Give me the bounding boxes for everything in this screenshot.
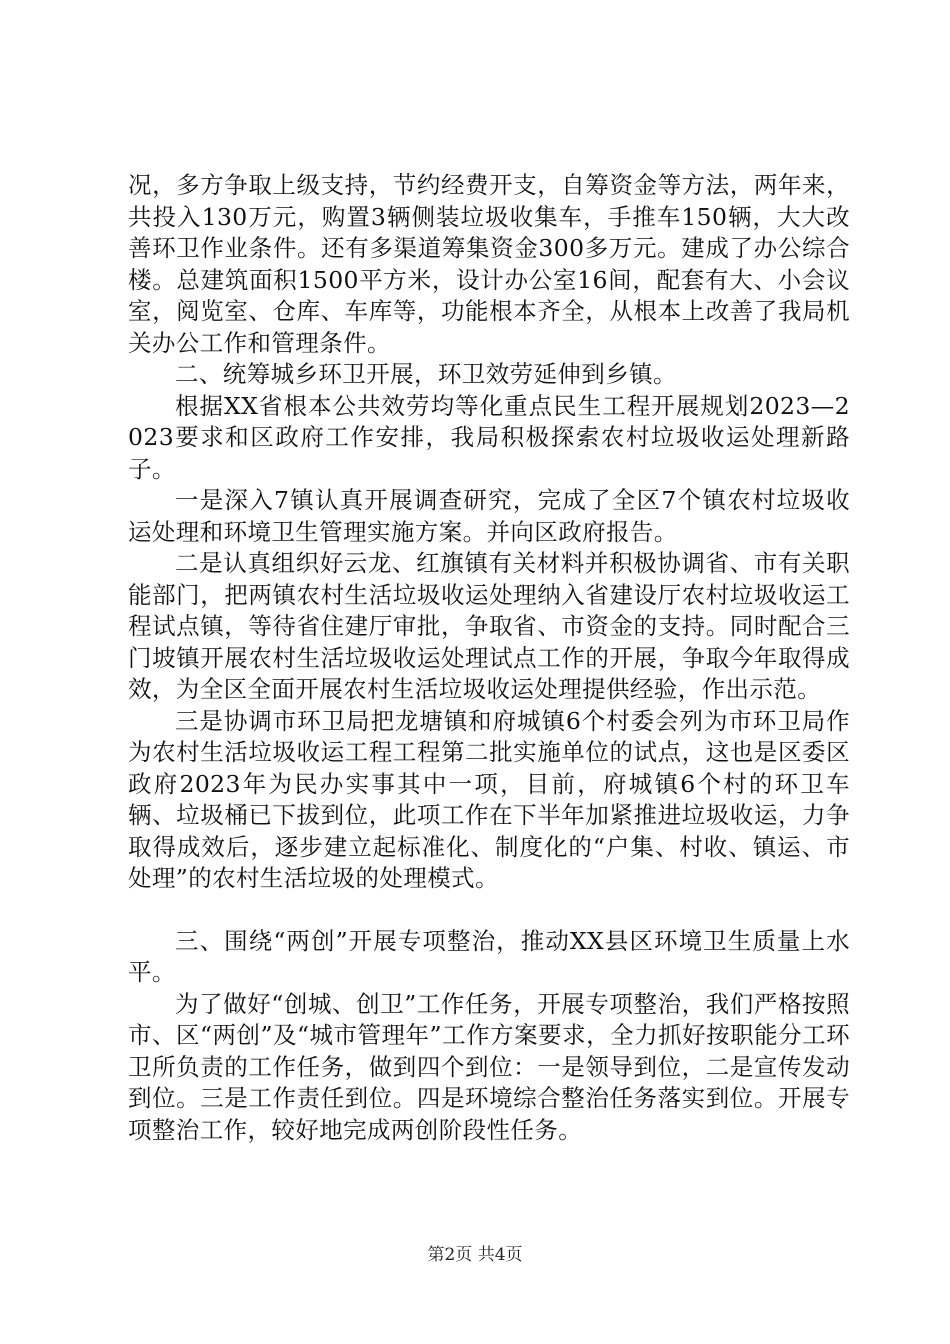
paragraph-continuation: 况，多方争取上级支持，节约经费开支，自筹资金等方法，两年来，共投入130万元，购置3辆侧装垃圾收集车，手推车150辆，大大改善环卫作业条件。还有多渠道筹集资金300多万元。建成了办公综合楼。总建筑面积1500平方米，设计办公室16间，配套有大、小会议室，阅览室、仓库、车库等，功能根本齐全，从根本上改善了我局机关办公工作和管理条件。 (128, 171, 850, 357)
section-heading-2: 二、统筹城乡环卫开展，环卫效劳延伸到乡镇。 (175, 360, 677, 388)
paragraph: 三是协调市环卫局把龙塘镇和府城镇6个村委会列为市环卫局作为农村生活垃圾收运工程工程第二批实施单位的试点，这也是区委区政府2023年为民办实事其中一项，目前，府城镇6个村的环卫车辆、垃圾桶已下拔到位，此项工作在下半年加紧推进垃圾收运，力争取得成效后，逐步建立起标准化、制度化的“户集、村收、镇运、市处理”的农村生活垃圾的处理模式。 (128, 706, 850, 892)
paragraph: 为了做好“创城、创卫”工作任务，开展专项整治，我们严格按照市、区“两创”及“城市管理年”工作方案要求，全力抓好按职能分工环卫所负责的工作任务，做到四个到位：一是领导到位，二是宣传发动到位。三是工作责任到位。四是环境综合整治任务落实到位。开展专项整治工作，较好地完成两创阶段性任务。 (128, 989, 850, 1144)
paragraph: 一是深入7镇认真开展调查研究，完成了全区7个镇农村垃圾收运处理和环境卫生管理实施方案。并向区政府报告。 (128, 486, 850, 546)
section-heading-3: 三、围绕“两创”开展专项整治，推动XX县区环境卫生质量上水平。 (128, 926, 850, 986)
paragraph: 根据XX省根本公共效劳均等化重点民生工程开展规划2023—2023要求和区政府工作安排，我局积极探索农村垃圾收运处理新路子。 (128, 391, 850, 483)
document-body (128, 170, 850, 1146)
paragraph: 二是认真组织好云龙、红旗镇有关材料并积极协调省、市有关职能部门，把两镇农村生活垃圾收运处理纳入省建设厅农村垃圾收运工程试点镇，等待省住建厅审批，争取省、市资金的支持。同时配合三门坡镇开展农村生活垃圾收运处理试点工作的开展，争取今年取得成效，为全区全面开展农村生活垃圾收运处理提供经验，作出示范。 (128, 549, 850, 703)
paragraph-spacer (128, 895, 850, 926)
page-footer: 第2页 共4页 (427, 1245, 523, 1265)
